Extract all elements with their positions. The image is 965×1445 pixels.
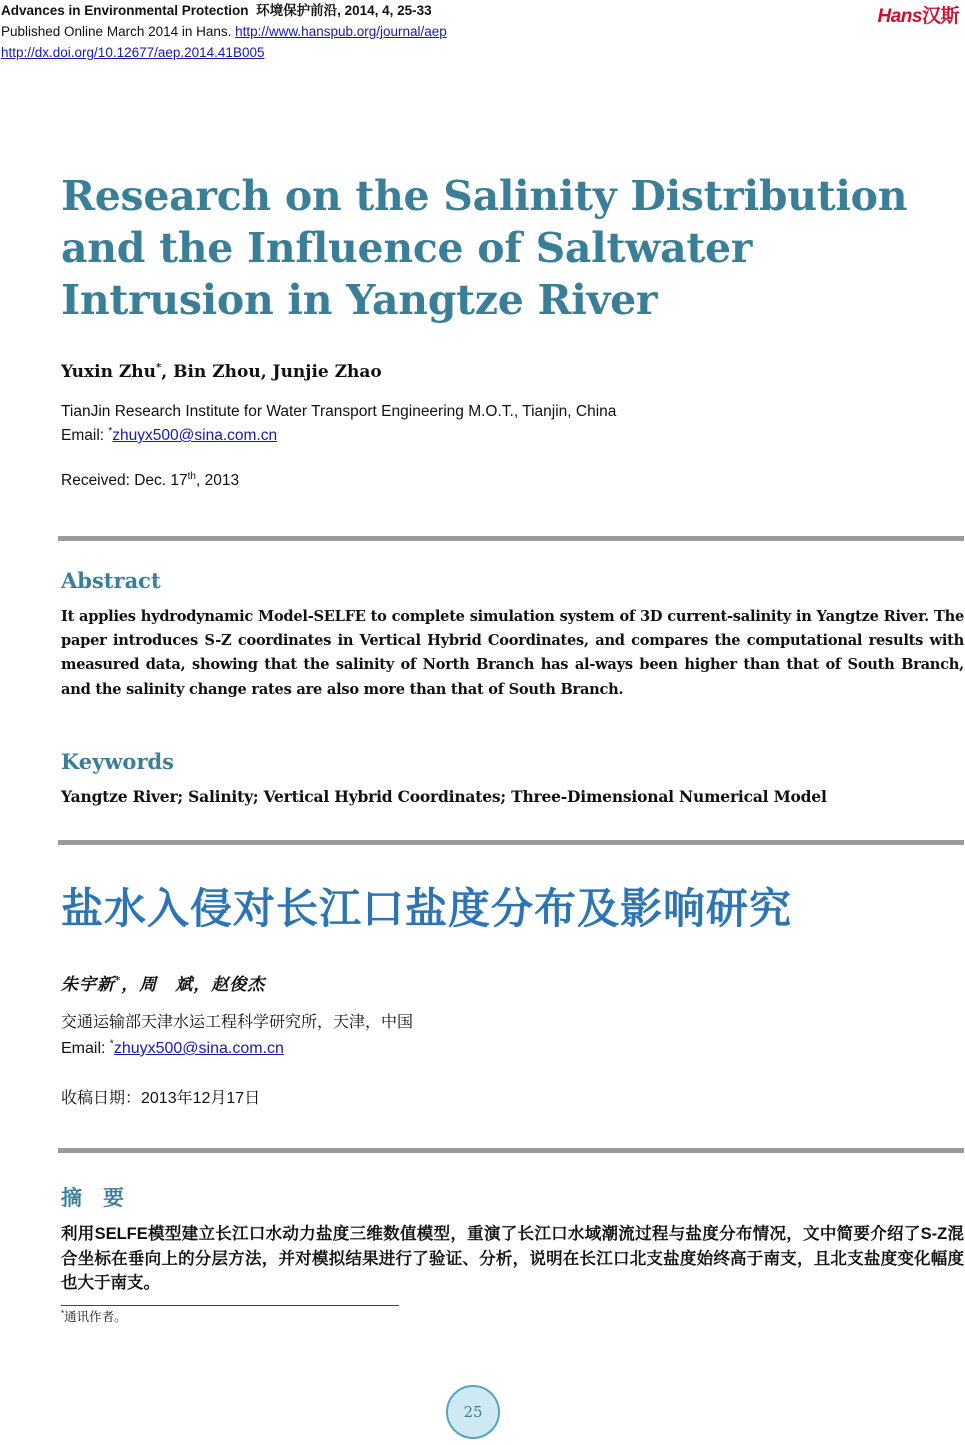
- email-line-cn: [61, 1036, 413, 1062]
- footnote: [61, 1307, 127, 1325]
- affiliation: TianJin Research Institute for Water Transport Engineering M.O.T., Tianjin, China: [61, 403, 617, 420]
- paper-title: Research on the Salinity Distribution and the Influence of Saltwater Intrusion in Yangtze River: [61, 172, 908, 324]
- section-divider: [58, 536, 964, 541]
- page-number: 25: [446, 1385, 500, 1439]
- corresponding-mark: *: [115, 975, 122, 987]
- email-label: Email:: [61, 427, 105, 444]
- received-year: , 2013: [196, 472, 240, 489]
- email-line: [61, 424, 616, 448]
- email-label: Email:: [61, 1040, 106, 1057]
- author-list: [61, 362, 382, 382]
- volume-info: , 2014, 4, 25-33: [337, 3, 432, 18]
- author-separator: ,: [260, 362, 273, 382]
- journal-line: [1, 0, 447, 21]
- logo-cn: 汉斯: [921, 6, 959, 27]
- email-link-cn[interactable]: zhuyx500@sina.com.cn: [113, 1040, 284, 1057]
- section-divider: [58, 1148, 964, 1153]
- published-line: [1, 21, 447, 42]
- received-text: Received: Dec. 17: [61, 472, 188, 489]
- journal-name: Advances in Environmental Protection: [1, 3, 249, 18]
- journal-name-cn: 环境保护前沿: [256, 3, 338, 18]
- affiliation-block: [61, 400, 616, 448]
- email-mark: *: [109, 1038, 114, 1050]
- affiliation-block-cn: [61, 1010, 413, 1062]
- doi-link[interactable]: http://dx.doi.org/10.12677/aep.2014.41B005: [1, 45, 265, 60]
- keywords-heading: Keywords: [61, 749, 175, 774]
- authors-rest-cn: ，周 斌，赵俊杰: [121, 975, 266, 995]
- received-date: [61, 472, 239, 490]
- author-list-cn: [61, 970, 265, 995]
- published-text: Published Online March 2014 in Hans.: [1, 24, 232, 39]
- author-name: Bin Zhou: [173, 362, 261, 382]
- doi-line: [1, 42, 447, 63]
- abstract-heading-cn: 摘 要: [61, 1185, 124, 1210]
- keywords-text: Yangtze River; Salinity; Vertical Hybrid Coordinates; Three-Dimensional Numerical Model: [61, 787, 827, 806]
- ordinal-suffix: th: [187, 470, 196, 482]
- corresponding-mark: *: [156, 362, 162, 374]
- footnote-text: 通讯作者。: [64, 1310, 127, 1324]
- author-name-cn: 朱宇新: [61, 975, 115, 995]
- footnote-mark: *: [61, 1308, 65, 1318]
- email-mark: *: [108, 425, 113, 437]
- received-date-cn: 收稿日期：2013年12月17日: [61, 1090, 261, 1107]
- section-divider: [58, 840, 964, 845]
- author-separator: ,: [161, 362, 174, 382]
- author-name: Junjie Zhao: [272, 362, 382, 382]
- paper-title-cn: 盐水入侵对长江口盐度分布及影响研究: [61, 885, 793, 932]
- journal-link[interactable]: http://www.hanspub.org/journal/aep: [235, 24, 447, 39]
- footnote-divider: [61, 1305, 399, 1306]
- email-link[interactable]: zhuyx500@sina.com.cn: [112, 427, 278, 444]
- publisher-logo: [878, 1, 959, 28]
- affiliation-cn: 交通运输部天津水运工程科学研究所，天津，中国: [61, 1014, 414, 1031]
- abstract-heading: Abstract: [61, 568, 161, 593]
- abstract-text: It applies hydrodynamic Model-SELFE to complete simulation system of 3D current-salinity in Yangtze River. The paper introduces S-Z coordinates in Vertical Hybrid Coordinates, and compares the computational results with measured data, showing that the salinity of North Branch has al-ways been higher than that of South Branch, and the salinity change rates are also more than that of South Branch.: [61, 608, 964, 698]
- author-name: Yuxin Zhu: [61, 362, 157, 382]
- journal-header: [1, 0, 447, 63]
- logo-latin: Hans: [877, 6, 922, 27]
- abstract-text-cn: 利用SELFE模型建立长江口水动力盐度三维数值模型，重演了长江口水域潮流过程与盐度分布情况，文中简要介绍了S-Z混合坐标在垂向上的分层方法，并对模拟结果进行了验证、分析，说明在长江口北支盐度始终高于南支，且北支盐度变化幅度也大于南支。: [61, 1225, 964, 1292]
